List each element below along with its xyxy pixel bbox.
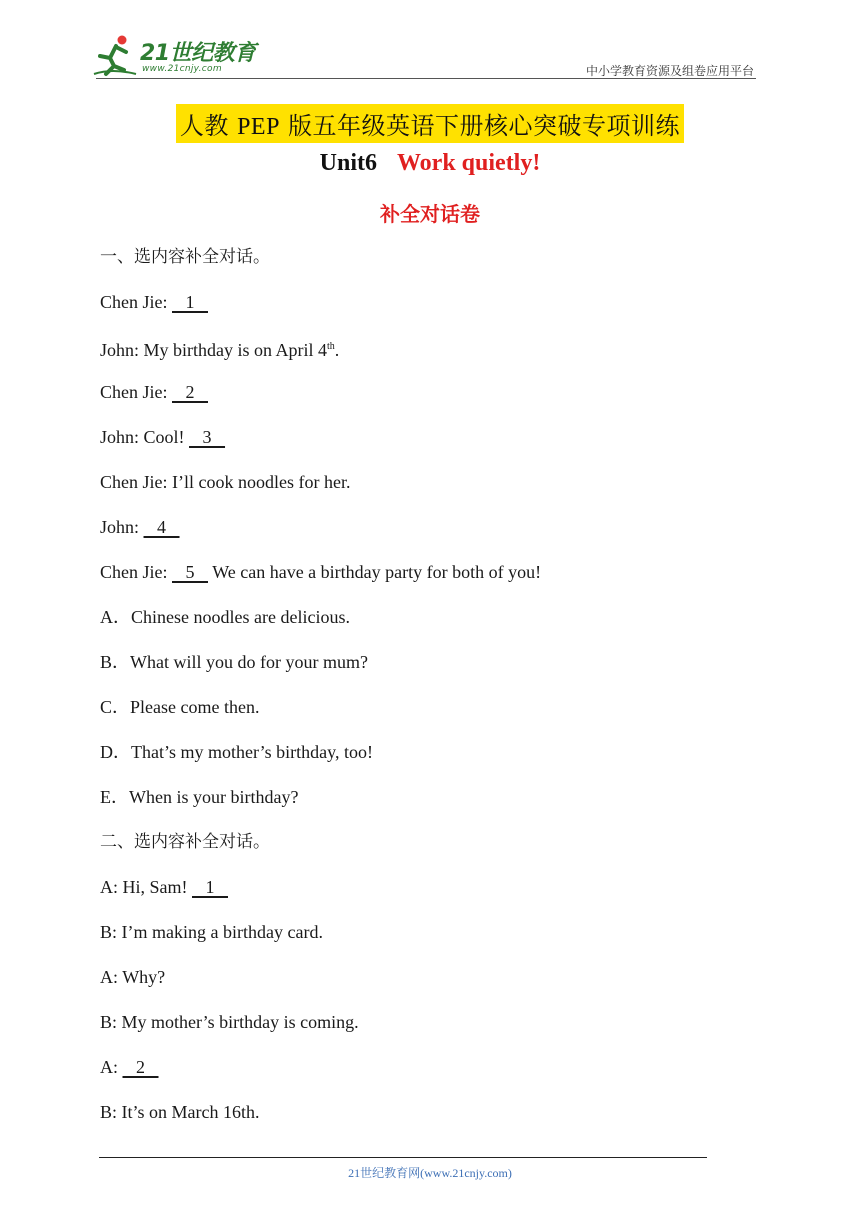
answer-blank[interactable]: 2 — [172, 382, 208, 402]
dialogue-text: I’m making a birthday card. — [121, 922, 323, 942]
site-logo[interactable] — [92, 34, 272, 80]
speaker: B: — [100, 1012, 118, 1032]
section2-heading: 二、选内容补全对话。 — [100, 832, 270, 852]
option-text: Chinese noodles are delicious. — [131, 607, 350, 627]
option-text: Please come then. — [130, 697, 260, 717]
option-letter: D． — [100, 742, 131, 762]
dialogue-line — [100, 557, 541, 587]
dialogue-line — [100, 962, 165, 992]
answer-blank[interactable]: 1 — [192, 877, 228, 897]
speaker: A: — [100, 1057, 118, 1077]
title-prefix: 人教 — [179, 112, 229, 140]
option-item — [100, 782, 298, 812]
option-item — [100, 692, 259, 722]
unit-heading — [0, 150, 860, 177]
option-text: What will you do for your mum? — [130, 652, 368, 672]
option-text: That’s my mother’s birthday, too! — [131, 742, 373, 762]
speaker: John: — [100, 427, 140, 447]
header-divider — [96, 78, 756, 79]
dialogue-line — [100, 1052, 159, 1082]
dialogue-line — [100, 332, 339, 362]
unit-name: Work quietly! — [397, 150, 541, 176]
speaker: Chen Jie: — [100, 562, 168, 582]
speaker: A: — [100, 967, 118, 987]
logo-url: www.21cnjy.com — [142, 64, 222, 74]
title-suffix: 版五年级英语下册核心突破专项训练 — [288, 112, 681, 140]
dialogue-line — [100, 1097, 260, 1127]
footer-link[interactable]: 21世纪教育网(www.21cnjy.com) — [348, 1166, 512, 1180]
footer-divider — [99, 1157, 707, 1158]
answer-blank[interactable]: 4 — [143, 517, 180, 537]
answer-blank[interactable]: 2 — [122, 1057, 159, 1077]
dialogue-text: My mother’s birthday is coming. — [121, 1012, 359, 1032]
option-letter: B． — [100, 652, 131, 672]
answer-blank[interactable]: 3 — [189, 427, 226, 447]
dialogue-text: My birthday is on April 4 — [143, 340, 328, 360]
dialogue-text: Hi, Sam! — [122, 877, 188, 897]
dialogue-text: Why? — [122, 967, 166, 987]
section1-heading: 一、选内容补全对话。 — [100, 247, 270, 267]
option-letter: A． — [100, 607, 131, 627]
paper-subtitle: 补全对话卷 — [380, 202, 480, 226]
answer-blank[interactable]: 1 — [172, 292, 208, 312]
unit-number: Unit6 — [319, 150, 377, 176]
option-item — [100, 737, 373, 767]
dialogue-line — [100, 872, 228, 902]
title-highlight — [176, 104, 684, 143]
speaker: B: — [100, 922, 118, 942]
document-title — [0, 104, 860, 143]
title-pep: PEP — [237, 114, 280, 140]
dialogue-line — [100, 422, 225, 452]
dialogue-line — [100, 917, 323, 947]
option-letter: E． — [100, 787, 129, 807]
dialogue-text: It’s on March 16th. — [121, 1102, 260, 1122]
option-item — [100, 647, 368, 677]
speaker: B: — [100, 1102, 118, 1122]
runner-icon — [92, 34, 138, 78]
option-text: When is your birthday? — [129, 787, 299, 807]
dialogue-line — [100, 377, 208, 407]
dialogue-text: We can have a birthday party for both of you! — [212, 562, 542, 582]
dialogue-text: I’ll cook noodles for her. — [172, 472, 351, 492]
speaker: Chen Jie: — [100, 382, 168, 402]
dialogue-line — [100, 512, 180, 542]
site-tagline: 中小学教育资源及组卷应用平台 — [585, 64, 754, 78]
answer-blank[interactable]: 5 — [172, 562, 208, 582]
ordinal-suffix: th — [327, 341, 335, 352]
dialogue-line — [100, 467, 350, 497]
dialogue-line — [100, 287, 208, 317]
dialogue-line — [100, 1007, 359, 1037]
option-letter: C． — [100, 697, 131, 717]
logo-text: 21世纪教育 — [140, 41, 256, 66]
speaker: A: — [100, 877, 118, 897]
dialogue-text: . — [334, 340, 340, 360]
page-header — [0, 0, 860, 90]
dialogue-text: Cool! — [143, 427, 185, 447]
option-item — [100, 602, 350, 632]
speaker: Chen Jie: — [100, 292, 168, 312]
speaker: John: — [100, 517, 140, 537]
speaker: Chen Jie: — [100, 472, 168, 492]
speaker: John: — [100, 340, 140, 360]
